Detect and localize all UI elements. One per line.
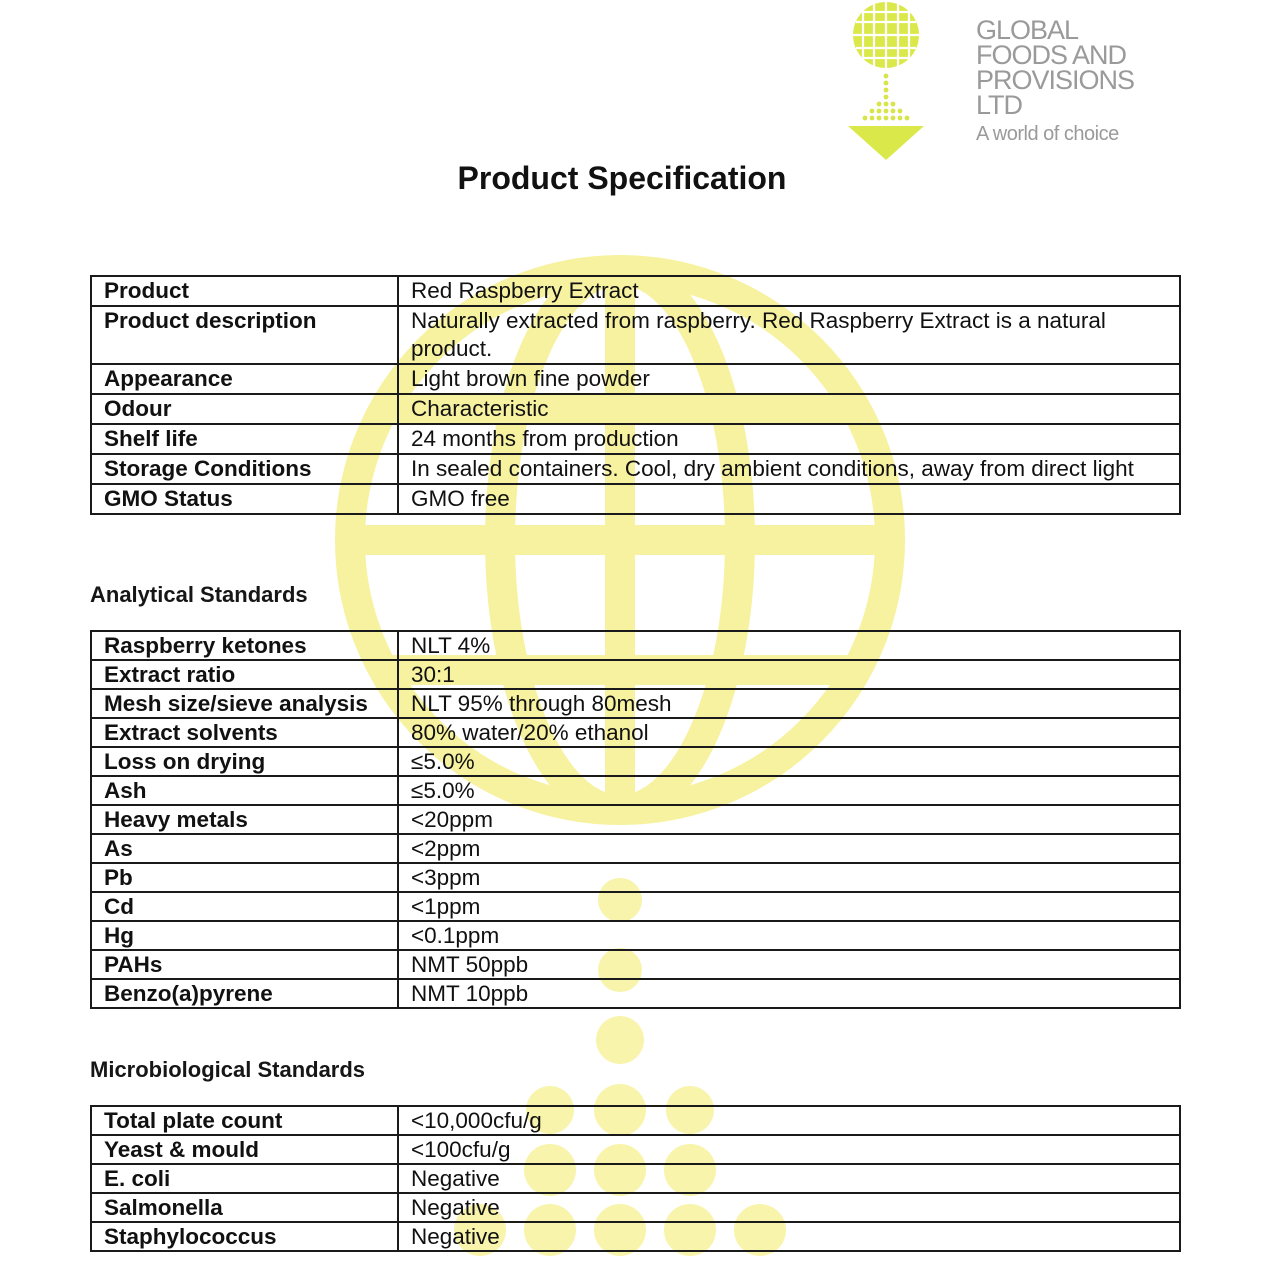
company-name-line-4: LTD <box>976 90 1023 120</box>
row-label: Total plate count <box>91 1106 398 1135</box>
table-row <box>91 1135 1180 1164</box>
company-tagline: A world of choice <box>976 123 1119 145</box>
row-label: Loss on drying <box>91 747 398 776</box>
table-row <box>91 863 1180 892</box>
row-label: PAHs <box>91 950 398 979</box>
table-row <box>91 364 1180 394</box>
table-row <box>91 950 1180 979</box>
row-label: Product <box>91 276 398 306</box>
row-label: Raspberry ketones <box>91 631 398 660</box>
table-row <box>91 776 1180 805</box>
table-row <box>91 276 1180 306</box>
row-value: <100cfu/g <box>398 1135 1180 1164</box>
product-info-table <box>90 275 1181 515</box>
microbiological-standards-heading: Microbiological Standards <box>90 1057 366 1082</box>
row-value: NLT 95% through 80mesh <box>398 689 1180 718</box>
row-value: Red Raspberry Extract <box>398 276 1180 306</box>
row-label: Staphylococcus <box>91 1222 398 1251</box>
row-value: NMT 50ppb <box>398 950 1180 979</box>
table-row <box>91 689 1180 718</box>
row-label: Benzo(a)pyrene <box>91 979 398 1008</box>
row-value: NLT 4% <box>398 631 1180 660</box>
row-value: <3ppm <box>398 863 1180 892</box>
row-label: Yeast & mould <box>91 1135 398 1164</box>
table-row <box>91 921 1180 950</box>
row-value: Naturally extracted from raspberry. Red Raspberry Extract is a natural product. <box>398 306 1180 364</box>
row-label: Appearance <box>91 364 398 394</box>
table-row <box>91 1222 1180 1251</box>
table-row <box>91 394 1180 424</box>
row-label: Salmonella <box>91 1193 398 1222</box>
company-brand <box>976 15 1135 148</box>
row-value: <20ppm <box>398 805 1180 834</box>
microbiological-standards-table <box>90 1105 1181 1252</box>
row-value: <2ppm <box>398 834 1180 863</box>
row-label: Extract ratio <box>91 660 398 689</box>
table-row <box>91 1164 1180 1193</box>
table-row <box>91 979 1180 1008</box>
row-value: <0.1ppm <box>398 921 1180 950</box>
company-name-line-3: PROVISIONS <box>976 65 1135 95</box>
company-name-line-2: FOODS AND <box>976 40 1127 70</box>
row-label: Hg <box>91 921 398 950</box>
company-logo-icon <box>838 0 934 165</box>
row-label: E. coli <box>91 1164 398 1193</box>
row-label: Product description <box>91 306 398 364</box>
page-title: Product Specification <box>457 160 787 196</box>
row-label: Heavy metals <box>91 805 398 834</box>
row-label: Cd <box>91 892 398 921</box>
table-row <box>91 424 1180 454</box>
row-value: Characteristic <box>398 394 1180 424</box>
row-value: Light brown fine powder <box>398 364 1180 394</box>
row-value: 24 months from production <box>398 424 1180 454</box>
row-label: Pb <box>91 863 398 892</box>
row-value: Negative <box>398 1193 1180 1222</box>
table-row <box>91 484 1180 514</box>
table-row <box>91 306 1180 364</box>
row-value: In sealed containers. Cool, dry ambient conditions, away from direct light <box>398 454 1180 484</box>
table-row <box>91 660 1180 689</box>
row-value: NMT 10ppb <box>398 979 1180 1008</box>
row-label: Extract solvents <box>91 718 398 747</box>
table-row <box>91 747 1180 776</box>
row-value: Negative <box>398 1164 1180 1193</box>
row-value: 80% water/20% ethanol <box>398 718 1180 747</box>
analytical-standards-table <box>90 630 1181 1009</box>
row-label: Ash <box>91 776 398 805</box>
table-row <box>91 1193 1180 1222</box>
table-row <box>91 805 1180 834</box>
table-row <box>91 718 1180 747</box>
row-label: Odour <box>91 394 398 424</box>
table-row <box>91 631 1180 660</box>
row-value: 30:1 <box>398 660 1180 689</box>
row-value: <1ppm <box>398 892 1180 921</box>
row-label: Shelf life <box>91 424 398 454</box>
row-value: <10,000cfu/g <box>398 1106 1180 1135</box>
table-row <box>91 454 1180 484</box>
table-row <box>91 892 1180 921</box>
row-value: ≤5.0% <box>398 776 1180 805</box>
row-label: Mesh size/sieve analysis <box>91 689 398 718</box>
table-row <box>91 1106 1180 1135</box>
table-row <box>91 834 1180 863</box>
company-name-line-1: GLOBAL <box>976 15 1079 45</box>
row-label: As <box>91 834 398 863</box>
row-value: ≤5.0% <box>398 747 1180 776</box>
row-label: Storage Conditions <box>91 454 398 484</box>
row-value: Negative <box>398 1222 1180 1251</box>
row-value: GMO free <box>398 484 1180 514</box>
analytical-standards-heading: Analytical Standards <box>90 582 308 607</box>
row-label: GMO Status <box>91 484 398 514</box>
